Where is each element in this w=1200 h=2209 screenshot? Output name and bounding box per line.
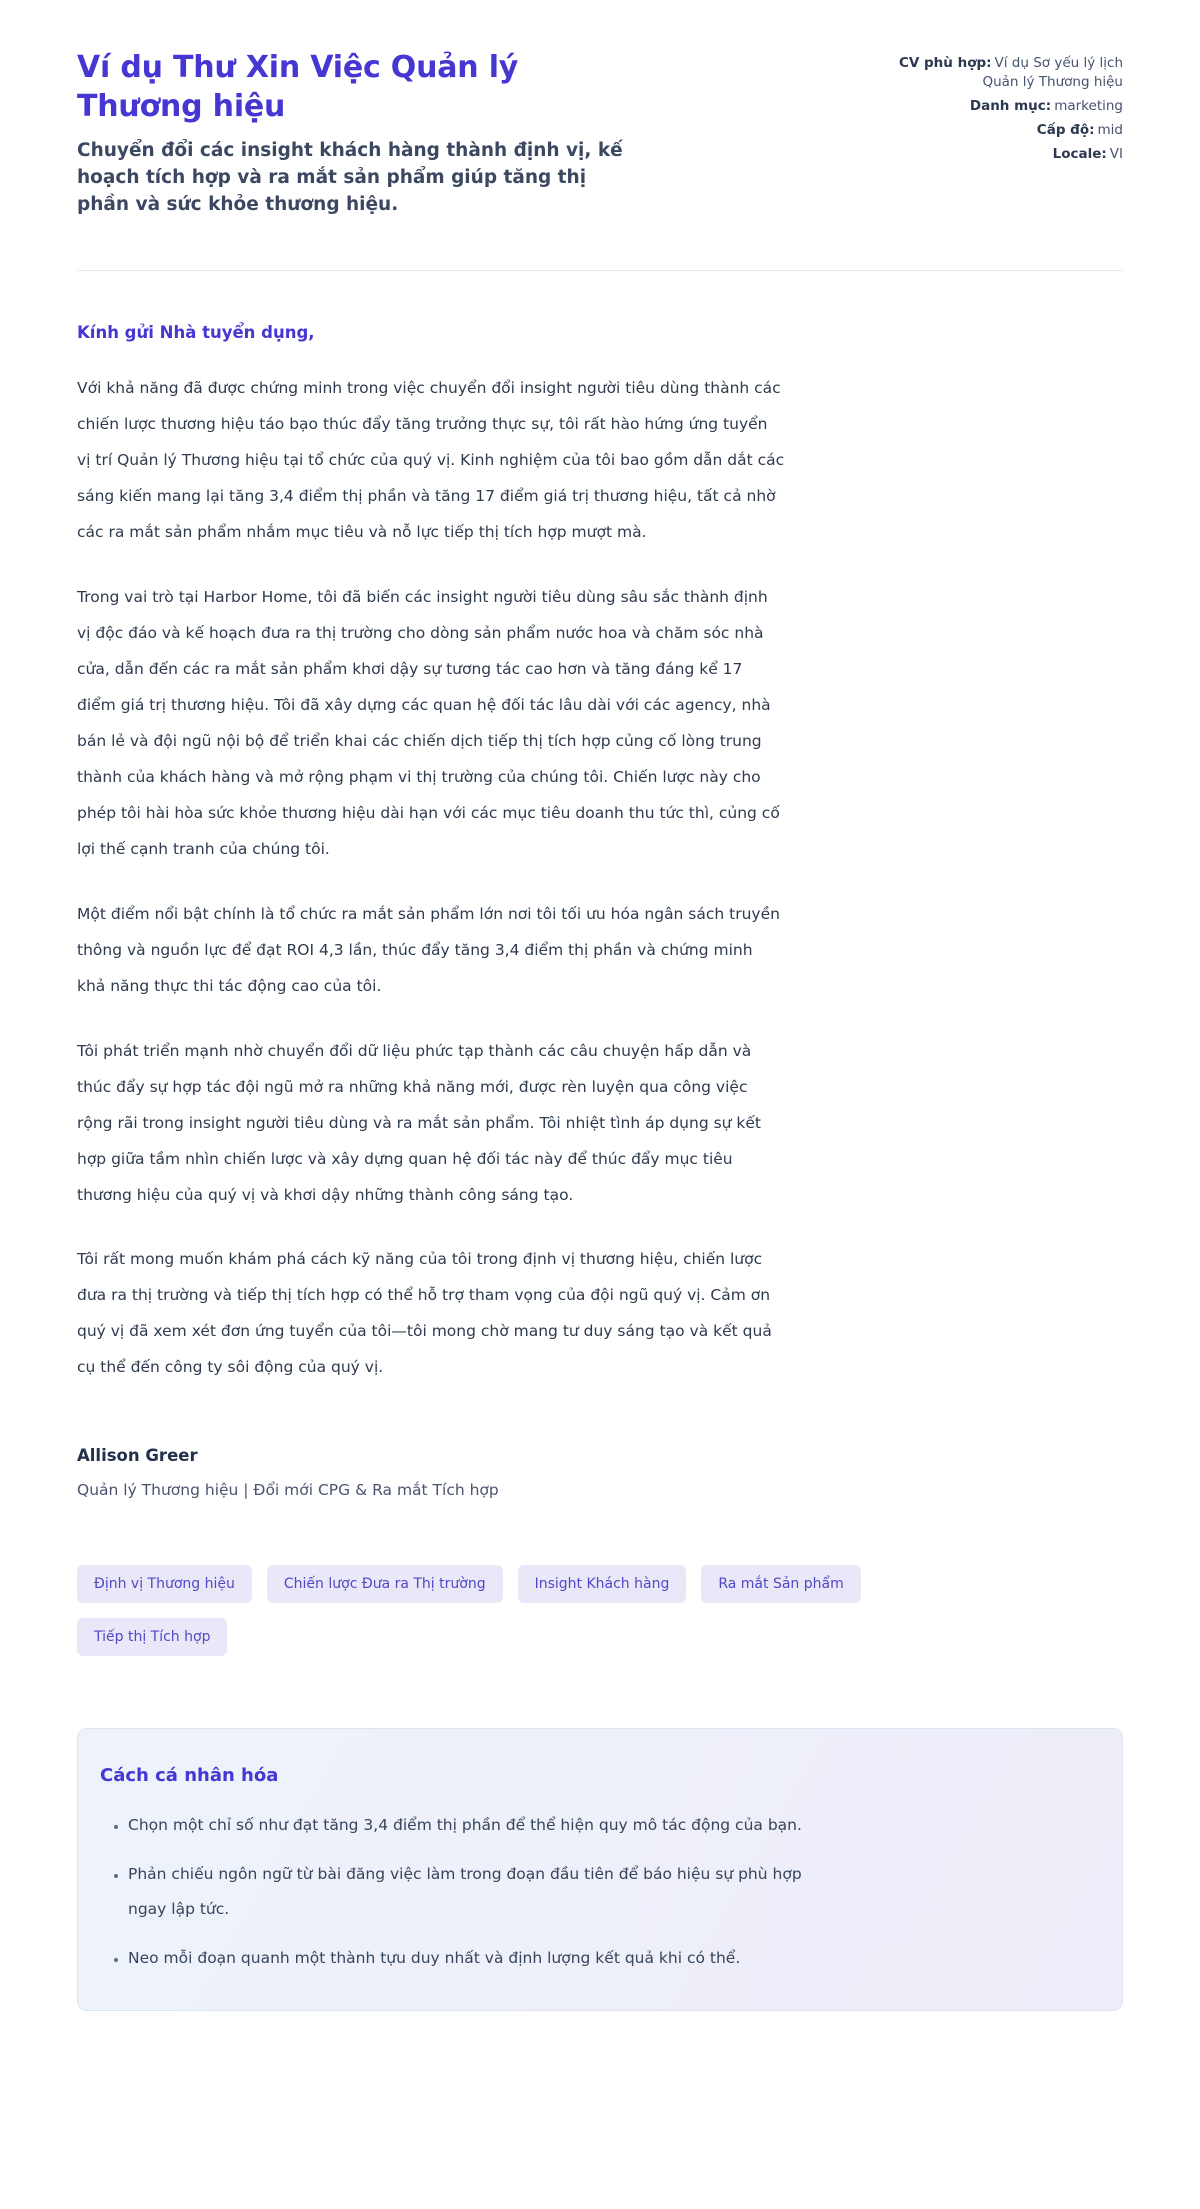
tag-product-launch: Ra mắt Sản phẩm [701, 1565, 860, 1603]
callout-bullet: • Phản chiếu ngôn ngữ từ bài đăng việc làm trong đoạn đầu tiên để báo hiệu sự phù hợp ngay lập tức. [128, 1857, 808, 1927]
page-subtitle: Chuyển đổi các insight khách hàng thành định vị, kế hoạch tích hợp và ra mắt sản phẩm giúp tăng thị phần và sức khỏe thương hiệu. [77, 140, 623, 215]
tag-brand-positioning: Định vị Thương hiệu [77, 1565, 252, 1603]
page-header [77, 48, 1123, 218]
callout-bullet: • Chọn một chỉ số như đạt tăng 3,4 điểm thị phần để thể hiện quy mô tác động của bạn. [128, 1808, 808, 1843]
meta-locale [888, 145, 1123, 164]
meta-level [888, 121, 1123, 140]
header-meta [888, 48, 1123, 168]
meta-label: Danh mục: [969, 97, 1052, 114]
meta-value: Ví dụ Sơ yếu lý lịch Quản lý Thương hiệu [982, 55, 1123, 90]
tag-integrated-marketing: Tiếp thị Tích hợp [77, 1618, 227, 1656]
meta-value: marketing [1054, 97, 1123, 114]
letter-paragraph: Với khả năng đã được chứng minh trong việc chuyển đổi insight người tiêu dùng thành các chiến lược thương hiệu táo bạo thúc đẩy tăng trưởng thực sự, tôi rất hào hứng ứng tuyển vị trí Quản lý Thương hiệu tại tổ chức của quý vị. Kinh nghiệm của tôi bao gồm dẫn dắt các sáng kiến mang lại tăng 3,4 điểm thị phần và tăng 17 điểm giá trị thương hiệu, tất cả nhờ các ra mắt sản phẩm nhắm mục tiêu và nỗ lực tiếp thị tích hợp mượt mà. [77, 379, 785, 542]
tag-go-to-market-strategy: Chiến lược Đưa ra Thị trường [267, 1565, 503, 1603]
cover-letter-page [77, 0, 1123, 2101]
meta-label: CV phù hợp: [898, 55, 992, 71]
callout-list [98, 1808, 1098, 1976]
letter-paragraph: Tôi rất mong muốn khám phá cách kỹ năng của tôi trong định vị thương hiệu, chiến lược đưa ra thị trường và tiếp thị tích hợp có thể hỗ trợ tham vọng của đội ngũ quý vị. Cảm ơn quý vị đã xem xét đơn ứng tuyển của tôi—tôi mong chờ mang tư duy sáng tạo và kết quả cụ thể đến công ty sôi động của quý vị. [77, 1250, 772, 1377]
personalization-callout [77, 1728, 1123, 2011]
skill-tags [77, 1565, 957, 1656]
meta-matching-resume [888, 54, 1123, 92]
letter-body [77, 323, 785, 1499]
meta-category [888, 97, 1123, 116]
tag-customer-insight: Insight Khách hàng [518, 1565, 687, 1603]
signature-name: Allison Greer [77, 1446, 198, 1466]
page-title: Ví dụ Thư Xin Việc Quản lý Thương hiệu [77, 50, 519, 124]
divider [77, 270, 1123, 271]
letter-greeting: Kính gửi Nhà tuyển dụng, [77, 323, 315, 343]
letter-paragraph: Trong vai trò tại Harbor Home, tôi đã biến các insight người tiêu dùng sâu sắc thành định vị độc đáo và kế hoạch đưa ra thị trường cho dòng sản phẩm nước hoa và chăm sóc nhà cửa, dẫn đến các ra mắt sản phẩm khơi dậy sự tương tác cao hơn và tăng đáng kể 17 điểm giá trị thương hiệu. Tôi đã xây dựng các quan hệ đối tác lâu dài với các agency, nhà bán lẻ và đội ngũ nội bộ để triển khai các chiến dịch tiếp thị tích hợp củng cố lòng trung thành của khách hàng và mở rộng phạm vi thị trường của chúng tôi. Chiến lược này cho phép tôi hài hòa sức khỏe thương hiệu dài hạn với các mục tiêu doanh thu tức thì, củng cố lợi thế cạnh tranh của chúng tôi. [77, 588, 780, 858]
meta-value: VI [1109, 145, 1123, 162]
callout-title: Cách cá nhân hóa [100, 1765, 279, 1787]
meta-value: mid [1097, 121, 1123, 138]
header-title-block [77, 48, 637, 218]
callout-bullet: • Neo mỗi đoạn quanh một thành tựu duy nhất và định lượng kết quả khi có thể. [128, 1941, 808, 1976]
meta-label: Cấp độ: [1036, 121, 1095, 138]
letter-paragraph: Một điểm nổi bật chính là tổ chức ra mắt sản phẩm lớn nơi tôi tối ưu hóa ngân sách truyền thông và nguồn lực để đạt ROI 4,3 lần, thúc đẩy tăng 3,4 điểm thị phần và chứng minh khả năng thực thi tác động cao của tôi. [77, 904, 780, 995]
meta-label: Locale: [1052, 145, 1107, 162]
letter-paragraph: Tôi phát triển mạnh nhờ chuyển đổi dữ liệu phức tạp thành các câu chuyện hấp dẫn và thúc đẩy sự hợp tác đội ngũ mở ra những khả năng mới, được rèn luyện qua công việc rộng rãi trong insight người tiêu dùng và ra mắt sản phẩm. Tôi nhiệt tình áp dụng sự kết hợp giữa tầm nhìn chiến lược và xây dựng quan hệ đối tác này để thúc đẩy mục tiêu thương hiệu của quý vị và khơi dậy những thành công sáng tạo. [77, 1041, 762, 1204]
signature-block [77, 1446, 785, 1499]
signature-role: Quản lý Thương hiệu | Đổi mới CPG & Ra mắt Tích hợp [77, 1481, 499, 1500]
